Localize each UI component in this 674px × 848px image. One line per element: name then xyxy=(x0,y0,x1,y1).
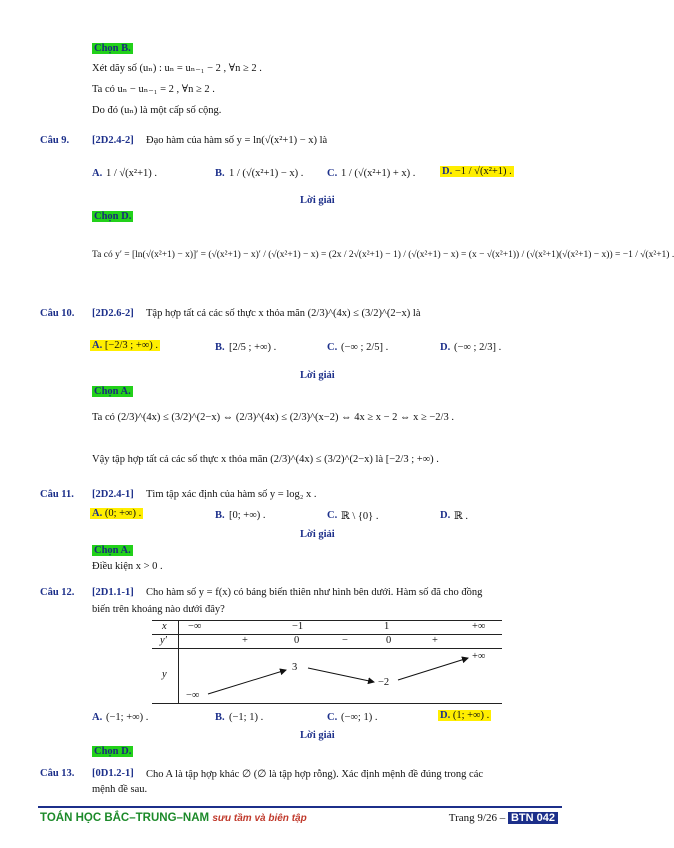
option-c-label: C. xyxy=(327,168,338,179)
table-sign: + xyxy=(242,635,248,646)
option-c-label: C. xyxy=(327,510,338,521)
option-a-label: A. xyxy=(92,340,103,351)
solution-text: Ta có (2/3)^(4x) ≤ (3/2)^(2−x) ⇔ (2/3)^(4x) ≤ (2/3)^(x−2) ⇔ 4x ≥ x − 2 ⇔ x ≥ −2/3 . xyxy=(92,412,454,423)
answer-choice: Chọn D. xyxy=(94,211,132,222)
text-line: Do đó (uₙ) là một cấp số cộng. xyxy=(92,105,222,116)
table-arrows xyxy=(152,648,502,704)
table-sign: − xyxy=(342,635,348,646)
option-d-value: ℝ . xyxy=(454,511,468,522)
question-text: Tìm tập xác định của hàm số y = log₂ x . xyxy=(146,489,317,500)
option-c-label: C. xyxy=(327,342,338,353)
decrease-arrow xyxy=(308,668,374,682)
table-y-value: +∞ xyxy=(472,651,486,662)
table-x-value: −∞ xyxy=(188,621,202,632)
text-line: Ta có uₙ − uₙ₋₁ = 2 , ∀n ≥ 2 . xyxy=(92,84,215,95)
solution-heading: Lời giải xyxy=(300,370,335,381)
option-c-value: ℝ \ {0} . xyxy=(341,511,379,522)
question-tag: [2D1.1-1] xyxy=(92,587,134,598)
option-b-label: B. xyxy=(215,342,225,353)
question-text: Cho hàm số y = f(x) có bảng biến thiên như hình bên dưới. Hàm số đã cho đồng xyxy=(146,587,483,598)
question-tag: [2D2.6-2] xyxy=(92,308,134,319)
document-code: BTN 042 xyxy=(508,812,558,824)
variation-table xyxy=(152,620,502,704)
footer-page xyxy=(449,812,558,824)
option-d-label: D. xyxy=(440,510,451,521)
increase-arrow xyxy=(208,670,286,694)
option-d-label: D. xyxy=(440,710,451,721)
question-tag: [0D1.2-1] xyxy=(92,768,134,779)
question-text: mệnh đề sau. xyxy=(92,784,148,795)
option-b-value: [0; +∞) . xyxy=(229,510,266,521)
solution-heading: Lời giải xyxy=(300,730,335,741)
footer-brand xyxy=(40,812,307,824)
question-number: Câu 10. xyxy=(40,308,75,319)
option-a-value: 1 / √(x²+1) . xyxy=(106,168,157,179)
footer-brand-subtitle: sưu tầm và biên tập xyxy=(212,813,307,824)
option-c-value: (−∞; 1) . xyxy=(341,712,378,723)
question-number: Câu 12. xyxy=(40,587,75,598)
answer-choice: Chọn D. xyxy=(94,746,132,757)
table-y-value: −∞ xyxy=(186,690,200,701)
option-a-highlight xyxy=(90,508,143,519)
footer-brand-name: TOÁN HỌC BẮC–TRUNG–NAM xyxy=(40,812,210,824)
option-a-label: A. xyxy=(92,168,103,179)
question-number: Câu 13. xyxy=(40,768,75,779)
question-text: Tập hợp tất cả các số thực x thỏa mãn (2/3)^(4x) ≤ (3/2)^(2−x) là xyxy=(146,308,421,319)
question-text: biến trên khoảng nào dưới đây? xyxy=(92,604,225,615)
answer-choice-q8: Chọn B. xyxy=(94,43,131,54)
page-number: Trang 9/26 – xyxy=(448,812,506,824)
solution-text: Vậy tập hợp tất cả các số thực x thỏa mãn (2/3)^(4x) ≤ (3/2)^(2−x) là [−2/3 ; +∞) . xyxy=(92,454,439,465)
option-d-value: (1; +∞) . xyxy=(452,710,490,721)
solution-text: Điều kiện x > 0 . xyxy=(92,561,163,572)
question-number: Câu 11. xyxy=(40,489,74,500)
option-b-label: B. xyxy=(215,712,225,723)
solution-text: Ta có y′ = [ln(√(x²+1) − x)]′ = (√(x²+1) − x)′ / (√(x²+1) − x) = (2x / 2√(x²+1) − 1) / (√(x²+1) − x) = (x − √(x²+1)) / (√(x²+1)(√(x²+1) − x)) = −1 / √(x²+1) . xyxy=(92,250,674,260)
option-c-value: 1 / (√(x²+1) + x) . xyxy=(341,168,416,179)
table-x-value: +∞ xyxy=(472,621,486,632)
question-text: Đạo hàm của hàm số y = ln(√(x²+1) − x) là xyxy=(146,135,328,146)
option-c-label: C. xyxy=(327,712,338,723)
option-b-value: (−1; 1) . xyxy=(229,712,264,723)
question-number: Câu 9. xyxy=(40,135,70,146)
option-a-label: A. xyxy=(92,712,103,723)
option-a-highlight xyxy=(90,340,160,351)
table-y-value: 3 xyxy=(292,662,298,673)
table-x-label: x xyxy=(162,621,167,632)
table-y-value: −2 xyxy=(378,677,390,688)
question-tag: [2D2.4-1] xyxy=(92,489,134,500)
option-d-highlight xyxy=(438,710,491,721)
table-sign: + xyxy=(432,635,438,646)
table-x-value: 1 xyxy=(384,621,390,632)
footer-divider xyxy=(38,806,562,808)
option-d-value: (−∞ ; 2/3] . xyxy=(454,342,502,353)
option-a-label: A. xyxy=(92,508,103,519)
question-tag: [2D2.4-2] xyxy=(92,135,134,146)
table-x-value: −1 xyxy=(292,621,304,632)
table-sign: 0 xyxy=(294,635,300,646)
option-d-value: −1 / √(x²+1) . xyxy=(454,166,512,177)
solution-heading: Lời giải xyxy=(300,195,335,206)
option-a-value: (0; +∞) . xyxy=(104,508,142,519)
option-b-value: 1 / (√(x²+1) − x) . xyxy=(229,168,304,179)
increase-arrow xyxy=(398,658,468,680)
option-b-value: [2/5 ; +∞) . xyxy=(229,342,277,353)
table-yprime-label: y′ xyxy=(160,635,167,646)
option-a-value: [−2/3 ; +∞) . xyxy=(104,340,158,351)
question-text: Cho A là tập hợp khác ∅ (∅ là tập hợp rỗng). Xác định mệnh đề đúng trong các xyxy=(146,769,484,780)
option-d-label: D. xyxy=(440,342,451,353)
option-b-label: B. xyxy=(215,168,225,179)
answer-choice: Chọn A. xyxy=(94,386,131,397)
text-line: Xét dãy số (uₙ) : uₙ = uₙ₋₁ − 2 , ∀n ≥ 2 . xyxy=(92,63,262,74)
option-a-value: (−1; +∞) . xyxy=(106,712,149,723)
answer-choice: Chọn A. xyxy=(94,545,131,556)
solution-heading: Lời giải xyxy=(300,529,335,540)
option-c-value: (−∞ ; 2/5] . xyxy=(341,342,389,353)
option-d-label: D. xyxy=(442,166,453,177)
option-b-label: B. xyxy=(215,510,225,521)
table-sign: 0 xyxy=(386,635,392,646)
option-d-highlight xyxy=(440,166,514,177)
table-y-label: y xyxy=(162,669,167,680)
